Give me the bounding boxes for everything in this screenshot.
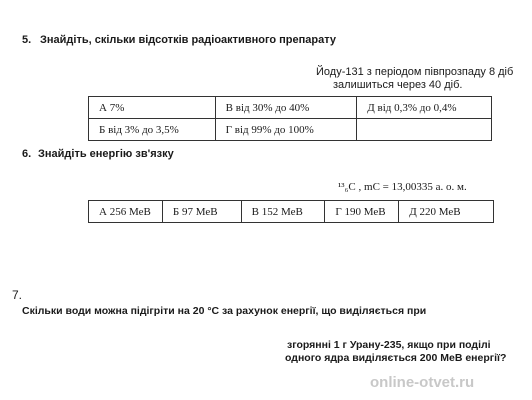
- q5-option-g[interactable]: Г від 99% до 100%: [215, 119, 357, 141]
- q5-option-a[interactable]: А 7%: [89, 97, 216, 119]
- q6-option-a[interactable]: А 256 МеВ: [89, 201, 163, 223]
- q5-option-b[interactable]: Б від 3% до 3,5%: [89, 119, 216, 141]
- q7-line-2: згорянні 1 г Урану-235, якщо при поділі: [287, 339, 491, 351]
- q7-number: 7.: [12, 288, 23, 302]
- q5-options-table: [88, 96, 492, 141]
- q6-option-g[interactable]: Г 190 МеВ: [325, 201, 399, 223]
- q6-options-table: [88, 200, 494, 223]
- q7-line-1: Скільки води можна підігріти на 20 °С за рахунок енергії, що виділяється при: [22, 305, 427, 317]
- q5-number: 5.: [22, 34, 32, 46]
- q5-question: Знайдіть, скільки відсотків радіоактивного препарату: [40, 34, 337, 46]
- q6-option-v[interactable]: В 152 МеВ: [241, 201, 325, 223]
- q6-question: Знайдіть енергію зв'язку: [38, 148, 174, 160]
- q6-formula: ¹³₆C , mC = 13,00335 а. о. м.: [338, 181, 467, 193]
- q5-option-v[interactable]: В від 30% до 40%: [215, 97, 357, 119]
- q5-option-empty: [357, 119, 492, 141]
- q5-continuation-2: залишиться через 40 діб.: [333, 79, 463, 91]
- q6-option-b[interactable]: Б 97 МеВ: [162, 201, 241, 223]
- q6-option-d[interactable]: Д 220 МеВ: [399, 201, 494, 223]
- q7-line-3: одного ядра виділяється 200 МеВ енергії?: [285, 352, 507, 364]
- q5-option-d[interactable]: Д від 0,3% до 0,4%: [357, 97, 492, 119]
- q6-number: 6.: [22, 148, 32, 160]
- watermark: online-otvet.ru: [370, 374, 475, 391]
- q5-continuation-1: Йоду-131 з періодом півпрозпаду 8 діб: [316, 66, 514, 78]
